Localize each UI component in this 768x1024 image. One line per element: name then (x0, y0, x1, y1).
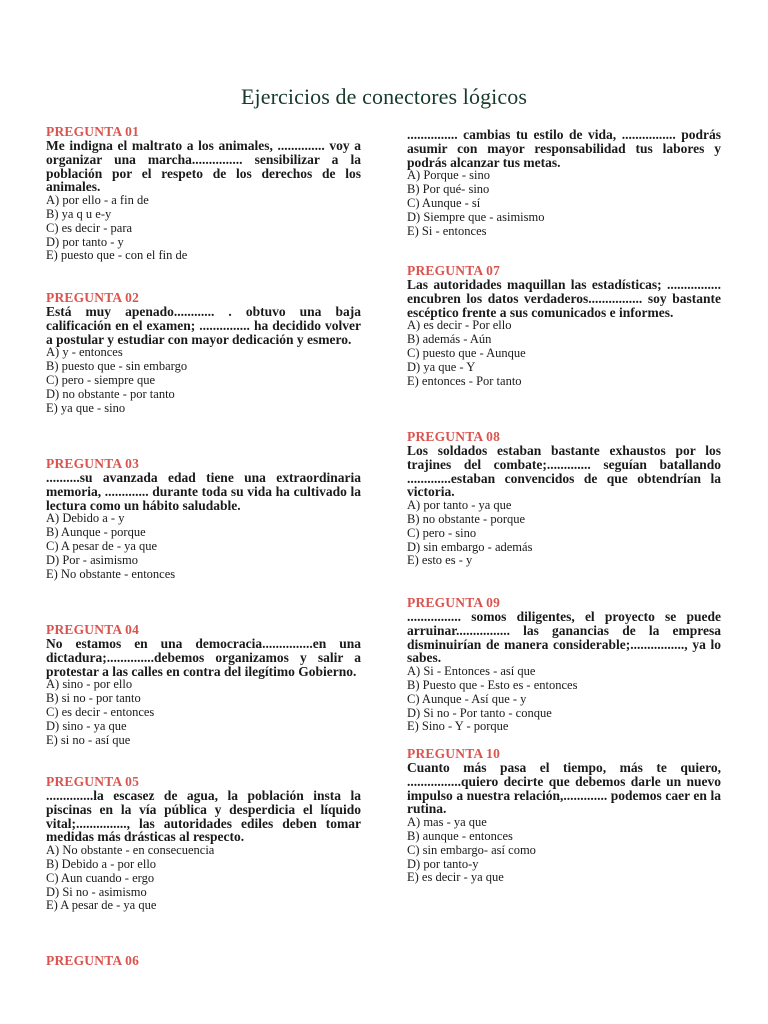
question-heading: PREGUNTA 03 (46, 456, 140, 471)
option-b: B) además - Aún (407, 332, 492, 347)
question-03 (46, 457, 361, 581)
option-a: A) Si - Entonces - así que (407, 664, 536, 679)
question-stem: No estamos en una democracia...............en una dictadura;..............debemos organizamos y salir a protestar a las calles en contra del ilegítimo Gobierno. (46, 636, 361, 679)
option-d: D) sino - ya que (46, 718, 127, 733)
question-08 (407, 430, 721, 568)
option-e: E) si no - así que (46, 732, 131, 747)
question-stem: Está muy apenado............ . obtuvo una baja calificación en el examen; ............... ha decidido volver a postular y estudiar con mayor dedicación y esmero. (46, 304, 361, 347)
question-stem: Las autoridades maquillan las estadísticas; ................ encubren los datos verdaderos................ soy bastante escéptico frente a sus comunicados e informes. (407, 277, 721, 320)
option-d: D) Si no - Por tanto - conque (407, 705, 552, 720)
option-b: B) Puesto que - Esto es - entonces (407, 677, 578, 692)
option-c: C) es decir - entonces (46, 704, 155, 719)
option-b: B) aunque - entonces (407, 828, 513, 843)
option-d: D) Por - asimismo (46, 552, 139, 567)
option-e: E) Si - entonces (407, 223, 487, 238)
option-b: B) si no - por tanto (46, 691, 141, 706)
option-c: C) sin embargo- así como (407, 842, 536, 857)
option-c: C) pero - sino (407, 525, 477, 540)
question-04 (46, 623, 361, 747)
question-10 (407, 747, 721, 885)
question-stem: ................ somos diligentes, el proyecto se puede arruinar................ las ganancias de la empresa disminuirían de manera considerable;................, ya lo sabes. (407, 609, 721, 666)
option-a: A) por ello - a fin de (46, 193, 149, 208)
question-heading: PREGUNTA 09 (407, 595, 501, 610)
option-c: C) Aunque - sí (407, 195, 481, 210)
question-stem: ..........su avanzada edad tiene una extraordinaria memoria, ............. durante toda su vida ha cultivado la lectura como un hábito saludable. (46, 470, 361, 513)
option-d: D) Si no - asimismo (46, 884, 147, 899)
option-c: C) Aunque - Así que - y (407, 691, 527, 706)
option-e: E) esto es - y (407, 553, 473, 568)
question-06-body (407, 128, 721, 238)
question-heading: PREGUNTA 07 (407, 263, 501, 278)
question-02 (46, 291, 361, 415)
option-a: A) y - entonces (46, 345, 123, 360)
question-stem: Cuanto más pasa el tiempo, más te quiero, ................quiero decirte que debemos darle un nuevo impulso a nuestra relación,............. podemos caer en la rutina. (407, 760, 721, 817)
option-c: C) puesto que - Aunque (407, 345, 526, 360)
question-stem: Los soldados estaban bastante exhaustos por los trajines del combate;............. seguían batallando .............estaban convencidos de que obtendrían la victoria. (407, 443, 721, 500)
option-a: A) Porque - sino (407, 168, 490, 183)
question-heading: PREGUNTA 08 (407, 429, 501, 444)
page-title: Ejercicios de conectores lógicos (240, 84, 528, 109)
question-09 (407, 596, 721, 734)
option-c: C) es decir - para (46, 220, 133, 235)
option-a: A) Debido a - y (46, 511, 125, 526)
option-b: B) puesto que - sin embargo (46, 359, 188, 374)
option-d: D) sin embargo - además (407, 539, 533, 554)
option-e: E) entonces - Por tanto (407, 373, 522, 388)
question-heading: PREGUNTA 02 (46, 290, 140, 305)
option-c: C) A pesar de - ya que (46, 538, 158, 553)
option-a: A) sino - por ello (46, 677, 133, 692)
option-b: B) Aunque - porque (46, 525, 146, 540)
question-heading: PREGUNTA 05 (46, 774, 140, 789)
option-d: D) no obstante - por tanto (46, 386, 175, 401)
question-06-heading-block (46, 954, 361, 968)
option-d: D) por tanto-y (407, 856, 479, 871)
option-d: D) por tanto - y (46, 234, 124, 249)
question-heading: PREGUNTA 04 (46, 622, 140, 637)
question-stem: ............... cambias tu estilo de vida, ................ podrás asumir con mayor responsabilidad tus labores y podrás alcanzar tus metas. (407, 127, 721, 170)
question-05 (46, 775, 361, 913)
option-e: E) es decir - ya que (407, 870, 504, 885)
option-e: E) ya que - sino (46, 400, 126, 415)
option-a: A) por tanto - ya que (407, 498, 512, 513)
option-b: B) no obstante - porque (407, 511, 526, 526)
option-e: E) No obstante - entonces (46, 566, 176, 581)
option-d: D) ya que - Y (407, 359, 476, 374)
option-b: B) ya q u e-y (46, 206, 112, 221)
option-c: C) pero - siempre que (46, 372, 155, 387)
option-a: A) mas - ya que (407, 815, 487, 830)
question-heading: PREGUNTA 01 (46, 124, 140, 139)
option-b: B) Por qué- sino (407, 182, 490, 197)
option-b: B) Debido a - por ello (46, 856, 157, 871)
option-e: E) A pesar de - ya que (46, 898, 157, 913)
question-07 (407, 264, 721, 388)
option-c: C) Aun cuando - ergo (46, 870, 155, 885)
option-a: A) es decir - Por ello (407, 318, 512, 333)
question-01 (46, 125, 361, 263)
question-stem: ..............la escasez de agua, la población insta la piscinas en la vía pública y desperdicia el líquido vital;..............., las autoridades ediles deben tomar medidas más drásticas al respecto. (46, 788, 361, 845)
question-heading: PREGUNTA 10 (407, 746, 501, 761)
option-e: E) puesto que - con el fin de (46, 248, 188, 263)
option-e: E) Sino - Y - porque (407, 719, 509, 734)
question-heading: PREGUNTA 06 (46, 953, 140, 968)
option-a: A) No obstante - en consecuencia (46, 843, 215, 858)
question-stem: Me indigna el maltrato a los animales, .............. voy a organizar una marcha............... sensibilizar a la población por el respeto de los derechos de los animales. (46, 138, 361, 195)
option-d: D) Siempre que - asimismo (407, 209, 545, 224)
